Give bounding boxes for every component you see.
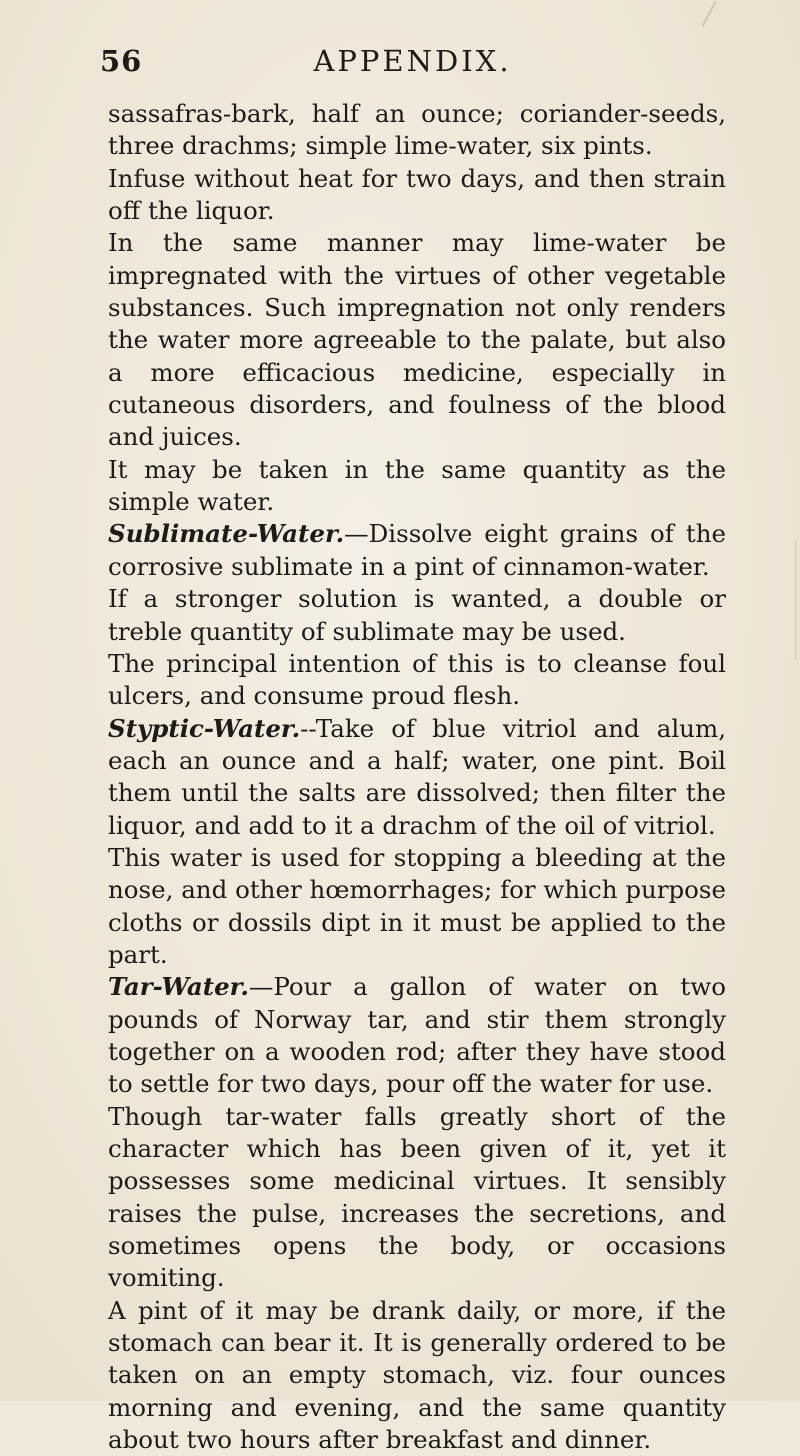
paragraph-text: —Pour a gallon of water on two pounds of Norway tar, and stir them strongly together on a wooden rod; after they have stood to settle for two days, pour off the water for use. (108, 972, 726, 1099)
paragraph-text: The principal intention of this is to cleanse foul ulcers, and consume proud flesh. (108, 648, 726, 711)
paragraph (108, 518, 726, 583)
paragraph (108, 227, 726, 453)
paragraph-text: A pint of it may be drank daily, or more, if the stomach can bear it. It is generally ordered to be taken on an empty stomach, viz. four ounces morning and evening, and the same quantity about two hours after breakfast and dinner. (108, 1295, 726, 1455)
paragraph-text: sassafras-bark, half an ounce; coriander-seeds, three drachms; simple lime-water, six pints. (108, 99, 726, 161)
running-head (100, 44, 725, 84)
paper-mark (702, 1, 717, 27)
entry-heading: Sublimate-Water. (108, 519, 345, 549)
paragraph (108, 713, 726, 842)
body-text (108, 98, 726, 1456)
paragraph-text: In the same manner may lime-water be impregnated with the virtues of other vegetable substances. Such impregnation not only renders the water more agreeable to the palate, but also a more efficacious medicine, especially in cutaneous disorders, and foulness of the blood and juices. (108, 228, 726, 452)
paragraph (108, 648, 726, 713)
paragraph-text: --Take of blue vitriol and alum, each an ounce and a half; water, one pint. Boil them until the salts are dissolved; then filter the liquor, and add to it a drachm of the oil of vitriol. (108, 713, 726, 840)
entry-heading: Styptic-Water. (108, 713, 301, 743)
paragraph (108, 1295, 726, 1456)
paragraph (108, 454, 726, 519)
paragraph-text: Though tar-water falls greatly short of the character which has been given of it, yet it possesses some medicinal virtues. It sensibly raises the pulse, increases the secretions, and sometimes opens the body, or occasions vomiting. (108, 1101, 726, 1293)
paragraph (108, 842, 726, 971)
paragraph-text: Infuse without heat for two days, and then strain off the liquor. (108, 163, 726, 226)
paper-mark (795, 540, 796, 660)
paragraph (108, 1101, 726, 1295)
paragraph-text: This water is used for stopping a bleeding at the nose, and other hœmorrhages; for which purpose cloths or dossils dipt in it must be applied to the part. (108, 842, 726, 969)
paragraph-text: —Dissolve eight grains of the corrosive sublimate in a pint of cinnamon-water. (108, 519, 726, 581)
page-number: 56 (100, 44, 143, 78)
paragraph (108, 98, 726, 163)
paragraph (108, 163, 726, 228)
paragraph (108, 971, 726, 1100)
paragraph-text: If a stronger solution is wanted, a double or treble quantity of sublimate may be used. (108, 584, 726, 646)
paragraph-text: It may be taken in the same quantity as the simple water. (108, 454, 726, 517)
entry-heading: Tar-Water. (108, 972, 249, 1002)
running-title: APPENDIX. (313, 44, 512, 78)
paragraph (108, 583, 726, 648)
